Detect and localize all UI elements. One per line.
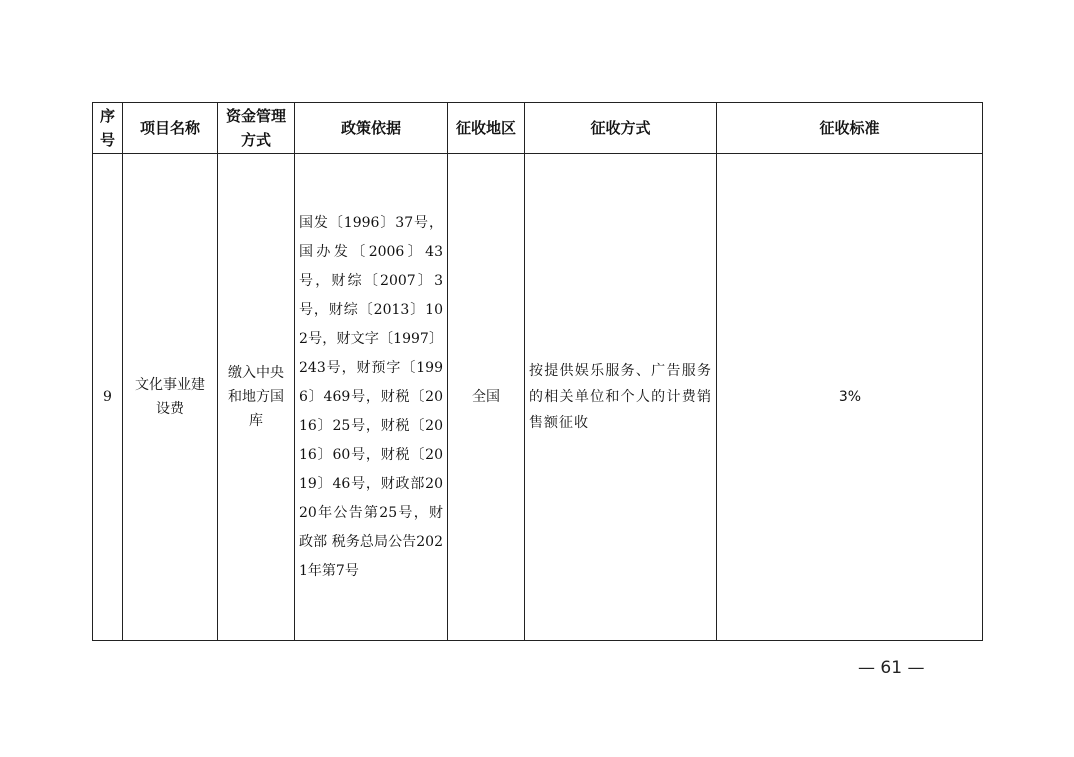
cell-policy: 国发〔1996〕37号，国办发〔2006〕43号，财综〔2007〕3号，财综〔2013〕102号，财文字〔1997〕243号，财预字〔1996〕469号，财税〔2016〕25号，财税〔2016〕60号，财税〔2019〕46号，财政部2020年公告第25号，财政部 税务总局公告2021年第7号 [295,154,448,641]
cell-fund-mgmt: 缴入中央和地方国库 [218,154,295,641]
header-name: 项目名称 [123,103,218,154]
cell-region: 全国 [448,154,525,641]
cell-method: 按提供娱乐服务、广告服务的相关单位和个人的计费销售额征收 [525,154,717,641]
cell-standard: 3% [717,154,983,641]
fee-table [92,102,983,641]
cell-name: 文化事业建设费 [123,154,218,641]
header-region: 征收地区 [448,103,525,154]
header-policy: 政策依据 [295,103,448,154]
cell-seq: 9 [93,154,123,641]
header-fund-mgmt: 资金管理方式 [218,103,295,154]
page-number: — 61 — [858,658,925,678]
header-method: 征收方式 [525,103,717,154]
header-seq: 序号 [93,103,123,154]
table-row [93,154,983,641]
table-header-row [93,103,983,154]
header-standard: 征收标准 [717,103,983,154]
